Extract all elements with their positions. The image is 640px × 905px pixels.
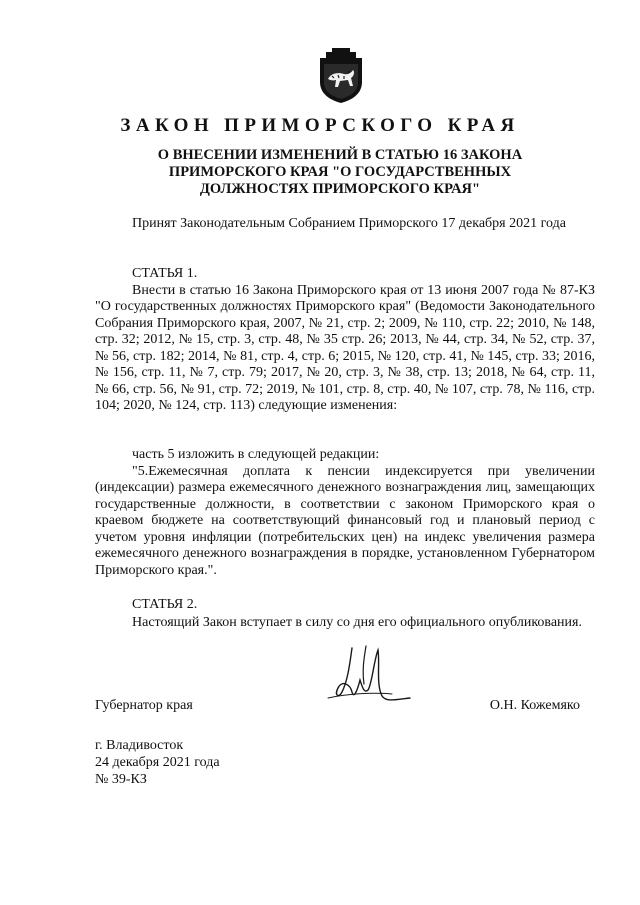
number-line: № 39-КЗ (95, 772, 147, 787)
governor-name: О.Н. Кожемяко (489, 698, 580, 713)
law-subtitle (90, 147, 590, 198)
article-2-body: Настоящий Закон вступает в силу со дня его официального опубликования. (132, 615, 582, 630)
subtitle-line: ДОЛЖНОСТЯХ ПРИМОРСКОГО КРАЯ" (199, 181, 481, 197)
article-1-heading: СТАТЬЯ 1. (132, 266, 198, 281)
article-1-quote: "5.Ежемесячная доплата к пенсии индексируется при увеличении (индексации) размера ежемесячного денежного вознаграждения лиц, замещающих государственные должности, в соответствии с законом Приморского края о краевом бюджете на соответствующий финансовый год и плановый период с учетом уровня инфляции (потребительских цен) на индекс увеличения размера ежемесячного денежного вознаграждения в порядке, установленном Губернатором Приморского края.". (95, 464, 595, 578)
handwritten-signature (322, 640, 414, 710)
subtitle-line: О ВНЕСЕНИИ ИЗМЕНЕНИЙ В СТАТЬЮ 16 ЗАКОНА (157, 147, 523, 163)
adoption-statement: Принят Законодательным Собранием Приморского 17 декабря 2021 года (132, 216, 566, 231)
coat-of-arms-emblem (318, 46, 364, 104)
governor-position: Губернатор края (95, 698, 193, 713)
law-title: ЗАКОН ПРИМОРСКОГО КРАЯ (120, 115, 520, 136)
place-date-number (95, 737, 220, 788)
article-1-part-line: часть 5 изложить в следующей редакции: (132, 447, 380, 462)
place-line: г. Владивосток (95, 738, 184, 753)
date-line: 24 декабря 2021 года (95, 755, 220, 770)
subtitle-line: ПРИМОРСКОГО КРАЯ "О ГОСУДАРСТВЕННЫХ (168, 164, 512, 180)
article-1-intro: Внести в статью 16 Закона Приморского края от 13 июня 2007 года № 87-КЗ "О государственных должностях Приморского края" (Ведомости Законодательного Собрания Приморского края, 2007, № 21, стр. 2; 2009, № 110, стр. 22; 2010, № 148, стр. 32; 2012, № 15, стр. 3, стр. 48, № 35 стр. 26; 2013, № 44, стр. 34, № 52, стр. 37, № 56, стр. 182; 2014, № 81, стр. 4, стр. 6; 2015, № 120, стр. 41, № 145, стр. 33; 2016, № 156, стр. 11, № 7, стр. 79; 2017, № 20, стр. 3, № 38, стр. 13; 2018, № 64, стр. 11, № 66, стр. 56, № 91, стр. 72; 2019, № 101, стр. 8, стр. 40, № 107, стр. 78, № 116, стр. 104; 2020, № 124, стр. 113) следующие изменения: (95, 283, 595, 414)
article-2-heading: СТАТЬЯ 2. (132, 597, 198, 612)
